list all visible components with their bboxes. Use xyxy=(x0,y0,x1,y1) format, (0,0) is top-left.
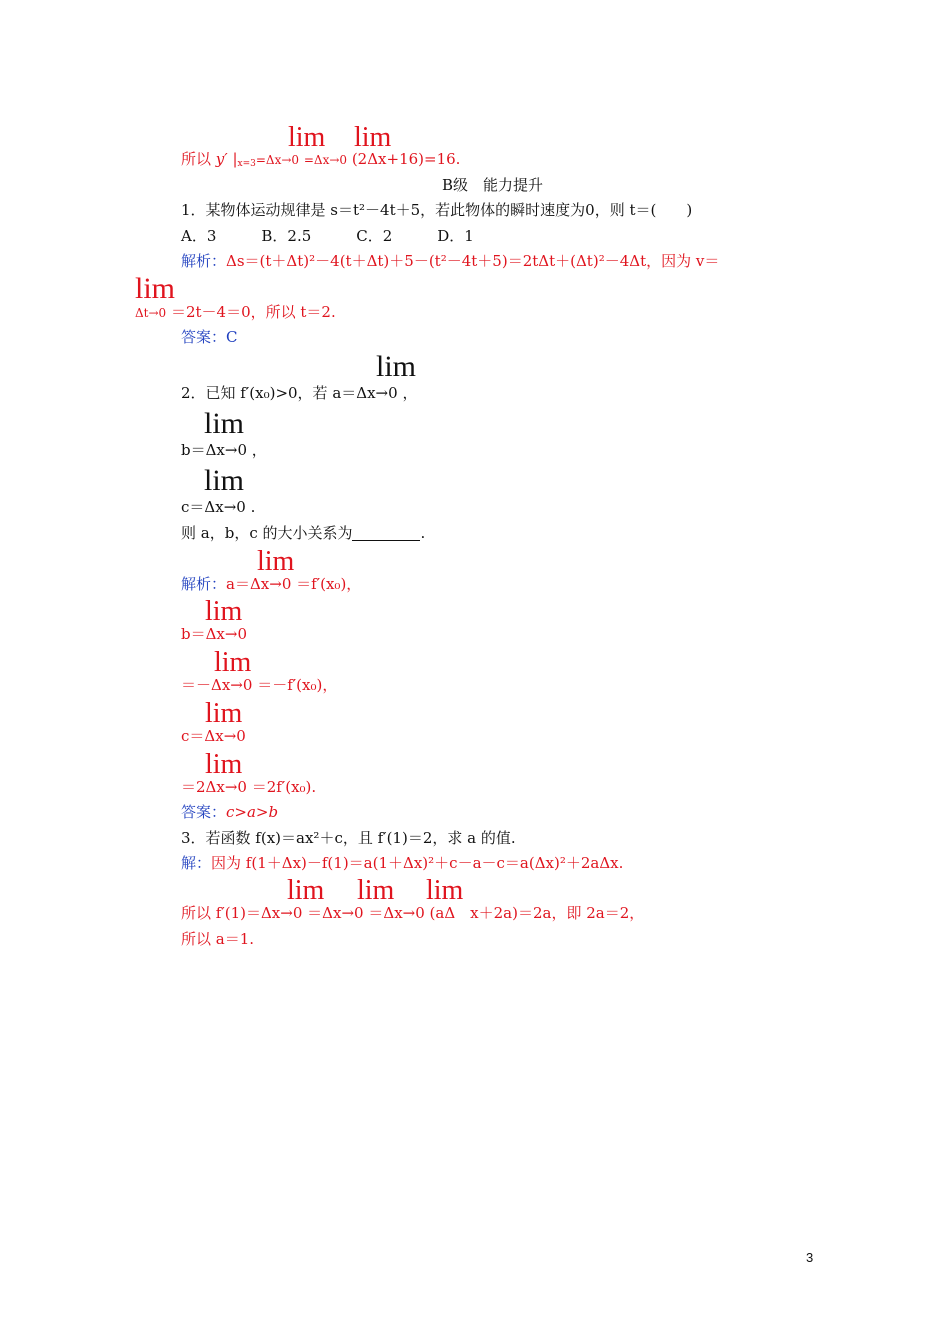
question-1: 1．某物体运动规律是 s＝t²－4t＋5，若此物体的瞬时速度为0，则 t＝( ) xyxy=(181,201,693,219)
text: Δt→0 xyxy=(135,306,167,320)
solution-label: 解析： xyxy=(181,252,227,270)
section-heading: B级 能力提升 xyxy=(442,176,544,194)
solution-label: 解析： xyxy=(181,575,227,593)
answer-blank xyxy=(352,526,420,541)
lim-symbol: lim xyxy=(204,407,245,440)
solution-3-b xyxy=(181,904,644,922)
solution-label: 解： xyxy=(181,854,212,872)
answer-value: c>a>b xyxy=(226,803,279,821)
text: ＝f′(x₀)， xyxy=(296,575,362,593)
solution-3-c: 所以 a＝1. xyxy=(181,930,255,948)
text: | xyxy=(232,150,238,168)
line-1 xyxy=(181,150,460,173)
text: (aΔ x＋2a)＝2a，即 2a＝2， xyxy=(429,904,645,922)
solution-2-a xyxy=(181,575,361,593)
text: 所以 xyxy=(181,150,212,168)
text: ＝－Δx→0 xyxy=(181,676,253,694)
text: Δs＝(t＋Δt)²－4(t＋Δt)＋5－(t²－4t＋5)＝2tΔt＋(Δt)²－4Δt，因为 v＝ xyxy=(226,252,720,270)
question-2-b xyxy=(181,441,267,459)
text: =Δx→0 xyxy=(255,153,300,167)
text: 因为 f(1＋Δx)－f(1)＝a(1＋Δx)²＋c－a－c＝a(Δx)²＋2aΔx. xyxy=(211,854,624,872)
answer-label: 答案： xyxy=(181,803,227,821)
text: . xyxy=(420,524,426,542)
lim-symbol: lim xyxy=(288,122,326,153)
answer-2 xyxy=(181,803,278,821)
lim-symbol: lim xyxy=(287,875,325,906)
text: ＝Δx→0 xyxy=(307,904,364,922)
text: (2Δx+16)=16. xyxy=(351,150,461,168)
text: ， xyxy=(402,384,418,402)
text: y′ xyxy=(215,150,228,168)
text: x=3 xyxy=(237,159,256,169)
lim-symbol: lim xyxy=(257,546,295,577)
text: 2．已知 f′(x₀)>0，若 a＝Δx→0 xyxy=(181,384,398,402)
text: ， xyxy=(251,441,267,459)
solution-3-a xyxy=(181,854,623,872)
solution-2-c xyxy=(181,676,337,694)
text: . xyxy=(250,498,256,516)
solution-2-b: b＝Δx→0 xyxy=(181,625,248,643)
lim-symbol: lim xyxy=(354,122,392,153)
question-2-a xyxy=(181,384,417,402)
text: c＝Δx→0 xyxy=(181,498,246,516)
lim-symbol: lim xyxy=(426,875,464,906)
answer-1: 答案：C xyxy=(181,328,238,346)
lim-symbol: lim xyxy=(204,464,245,497)
text: ＝Δx→0 xyxy=(368,904,425,922)
solution-2-e xyxy=(181,778,316,796)
lim-symbol: lim xyxy=(205,698,243,729)
text: 所以 f′(1)＝Δx→0 xyxy=(181,904,303,922)
lim-symbol: lim xyxy=(205,749,243,780)
page-number: 3 xyxy=(806,1250,814,1265)
question-2-c xyxy=(181,498,255,516)
text: =Δx→0 xyxy=(303,153,348,167)
lim-symbol: lim xyxy=(357,875,395,906)
lim-symbol: lim xyxy=(135,272,176,305)
solution-1-cont xyxy=(135,303,336,322)
question-2-ask xyxy=(181,524,425,542)
lim-symbol: lim xyxy=(205,596,243,627)
text: ＝2t－4＝0，所以 t＝2. xyxy=(170,303,336,321)
text: ＝2Δx→0 xyxy=(181,778,247,796)
question-1-options: A．3 B．2.5 C．2 D．1 xyxy=(181,227,474,245)
lim-symbol: lim xyxy=(214,647,252,678)
text: ＝2f′(x₀). xyxy=(251,778,317,796)
solution-1 xyxy=(181,252,719,270)
lim-symbol: lim xyxy=(376,350,417,383)
text: ＝－f′(x₀)， xyxy=(257,676,338,694)
text: b＝Δx→0 xyxy=(181,441,248,459)
question-3: 3．若函数 f(x)＝ax²＋c，且 f′(1)＝2，求 a 的值. xyxy=(181,829,516,847)
text: a＝Δx→0 xyxy=(226,575,292,593)
solution-2-d: c＝Δx→0 xyxy=(181,727,246,745)
text: 则 a，b，c 的大小关系为 xyxy=(181,524,353,542)
